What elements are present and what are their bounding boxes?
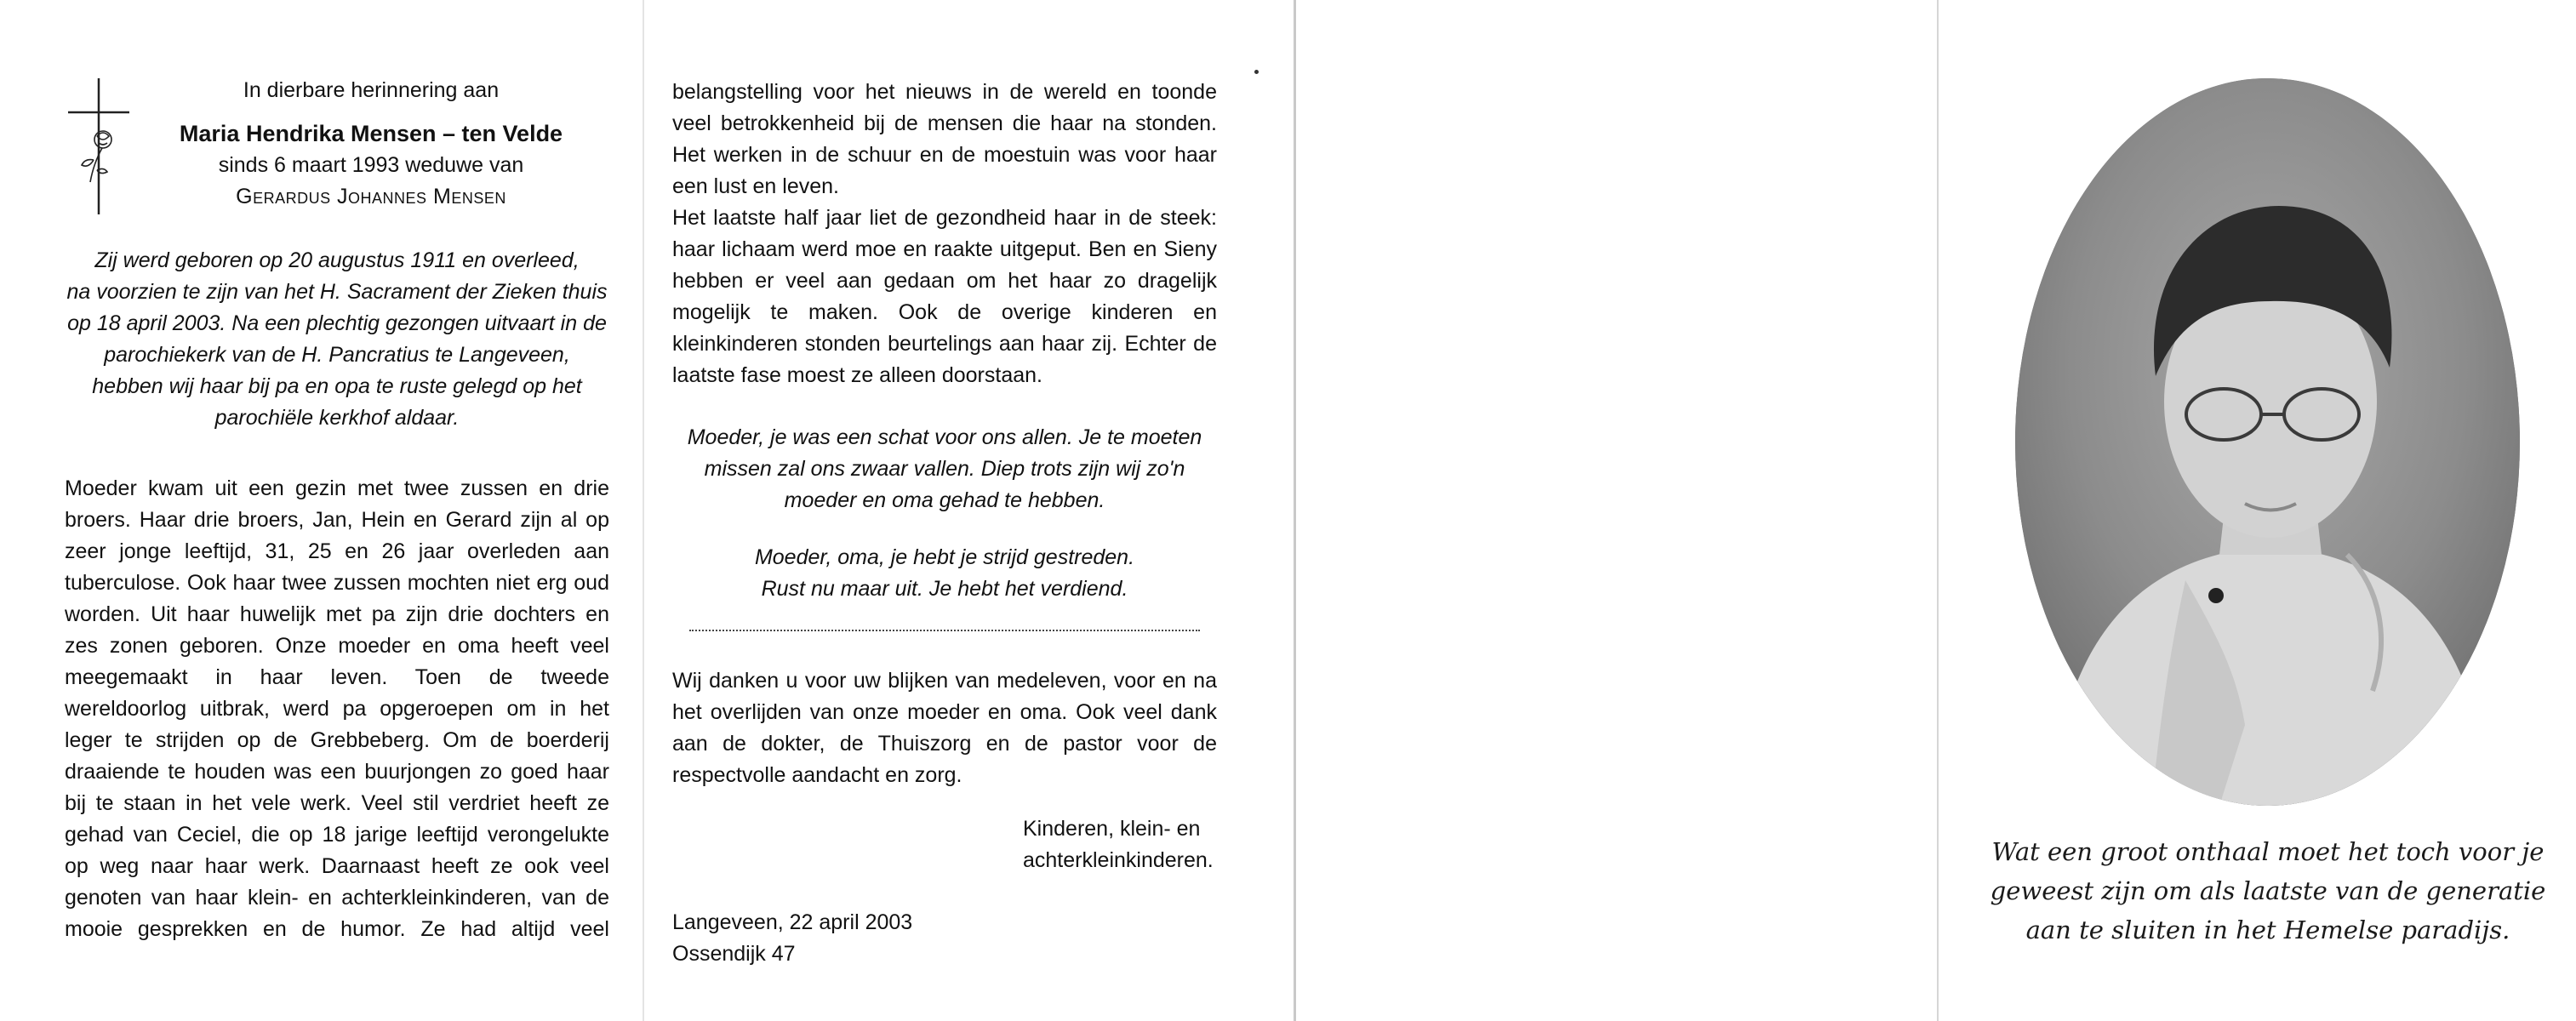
italic-line: parochiekerk van de H. Pancratius te Langeveen,: [104, 343, 570, 367]
body-line: het overlijden van onze moeder en oma. Ook veel dank: [672, 700, 1217, 724]
body-line: worden. Uit haar huwelijk met pa zijn drie dochters en: [65, 602, 609, 626]
italic-line: na voorzien te zijn van het H. Sacrament der Zieken thuis: [66, 280, 608, 304]
thanks-paragraph: [672, 665, 1217, 791]
interests-paragraph: [672, 77, 1217, 202]
last-months-paragraph: [672, 202, 1217, 391]
signoff: [1023, 813, 1217, 876]
signoff-line: achterkleinkinderen.: [1023, 848, 1214, 872]
italic-line: op 18 april 2003. Na een plechtig gezongen uitvaart in de: [67, 311, 607, 335]
farewell-paragraph: [672, 542, 1217, 605]
right-column: [672, 0, 1217, 970]
body-line: kleinkinderen stonden beurtelings aan haar zij. Echter de: [672, 332, 1217, 356]
body-line: wereldoorlog uitbrak, werd pa opgeroepen om in het: [65, 697, 609, 721]
deceased-name: Maria Hendrika Mensen – ten Velde: [179, 121, 563, 146]
body-line: gehad van Ceciel, die op 18 jarige leeftijd verongelukte: [65, 823, 609, 847]
place-date: Langeveen, 22 april 2003: [672, 910, 913, 934]
life-story-paragraph: [65, 473, 609, 945]
widow-since: sinds 6 maart 1993 weduwe van: [218, 153, 524, 177]
spouse-name: Gerardus Johannes Mensen: [236, 185, 506, 208]
body-line: laatste fase moest ze alleen doorstaan.: [672, 363, 1042, 387]
tribute-paragraph: [672, 422, 1217, 516]
body-line: haar lichaam werd moe en raakte uitgeput. Ben en Sieny: [672, 237, 1217, 261]
birth-death-paragraph: [65, 245, 609, 434]
italic-line: Zij werd geboren op 20 augustus 1911 en overleed,: [94, 248, 580, 272]
dotted-separator: [672, 629, 1217, 631]
left-column: [65, 0, 609, 945]
body-line: broers. Haar drie broers, Jan, Hein en Gerard zijn al op: [65, 508, 609, 532]
place-and-address: [672, 907, 1217, 970]
portrait-photo: [2015, 78, 2520, 806]
body-line: hebben er veel aan gedaan om het haar zo dragelijk: [672, 269, 1217, 293]
verse-line: aan te sluiten in het Hemelse paradijs.: [2025, 915, 2510, 944]
verse-line: geweest zijn om als laatste van de generatie: [1990, 876, 2546, 905]
closing-verse: [1949, 832, 2576, 950]
signoff-line: Kinderen, klein- en: [1023, 817, 1201, 841]
body-line: belangstelling voor het nieuws in de wereld en toonde: [672, 80, 1217, 104]
italic-line: Moeder, je was een schat voor ons allen. Je te moeten: [687, 425, 1202, 449]
fold-line-right: [1937, 0, 1939, 1021]
italic-line: Moeder, oma, je hebt je strijd gestreden.: [754, 545, 1135, 569]
body-line: Moeder kwam uit een gezin met twee zussen en drie: [65, 476, 609, 500]
body-line: Het werken in de schuur en de moestuin was voor haar: [672, 143, 1217, 167]
fold-line-left: [643, 0, 644, 1021]
body-line: mogelijk te maken. Ook de overige kinderen en: [672, 300, 1217, 324]
address: Ossendijk 47: [672, 942, 796, 966]
body-line: tuberculose. Ook haar twee zussen mochten niet erg oud: [65, 571, 609, 595]
italic-line: missen zal ons zwaar vallen. Diep trots zijn wij zo'n: [704, 457, 1185, 481]
body-line: mooie gesprekken en de humor. Ze had altijd veel: [65, 917, 609, 941]
body-line: meegemaakt in haar leven. Toen de tweede: [65, 665, 609, 689]
body-line: respectvolle aandacht en zorg.: [672, 763, 962, 787]
body-line: een lust en leven.: [672, 174, 839, 198]
body-line: bij te staan in het vele werk. Veel stil verdriet heeft ze: [65, 791, 609, 815]
dust-speck: [1254, 70, 1259, 74]
body-line: leger te strijden op de Grebbeberg. Om de boerderij: [65, 728, 609, 752]
body-line: Het laatste half jaar liet de gezondheid haar in de steek:: [672, 206, 1217, 230]
italic-line: moeder en oma gehad te hebben.: [784, 488, 1105, 512]
body-line: Wij danken u voor uw blijken van medeleven, voor en na: [672, 669, 1217, 693]
italic-line: parochiële kerkhof aldaar.: [214, 406, 460, 430]
verse-line: Wat een groot onthaal moet het toch voor je: [1991, 837, 2545, 866]
body-line: genoten van haar klein- en achterkleinkinderen, van de: [65, 886, 609, 910]
italic-line: Rust nu maar uit. Je hebt het verdiend.: [761, 577, 1128, 601]
body-line: veel betrokkenheid bij de mensen die haar na stonden.: [672, 111, 1217, 135]
body-line: op weg naar haar werk. Daarnaast heeft ze ook veel: [65, 854, 609, 878]
body-line: zes zonen geboren. Onze moeder en oma heeft veel: [65, 634, 609, 658]
body-line: zeer jonge leeftijd, 31, 25 en 26 jaar overleden aan: [65, 539, 609, 563]
italic-line: hebben wij haar bij pa en opa te ruste gelegd op het: [92, 374, 582, 398]
body-line: aan de dokter, de Thuiszorg en de pastor voor de: [672, 732, 1217, 756]
body-line: draaiende te houden was een buurjongen zo goed haar: [65, 760, 609, 784]
intro-text: In dierbare herinnering aan: [243, 78, 500, 102]
